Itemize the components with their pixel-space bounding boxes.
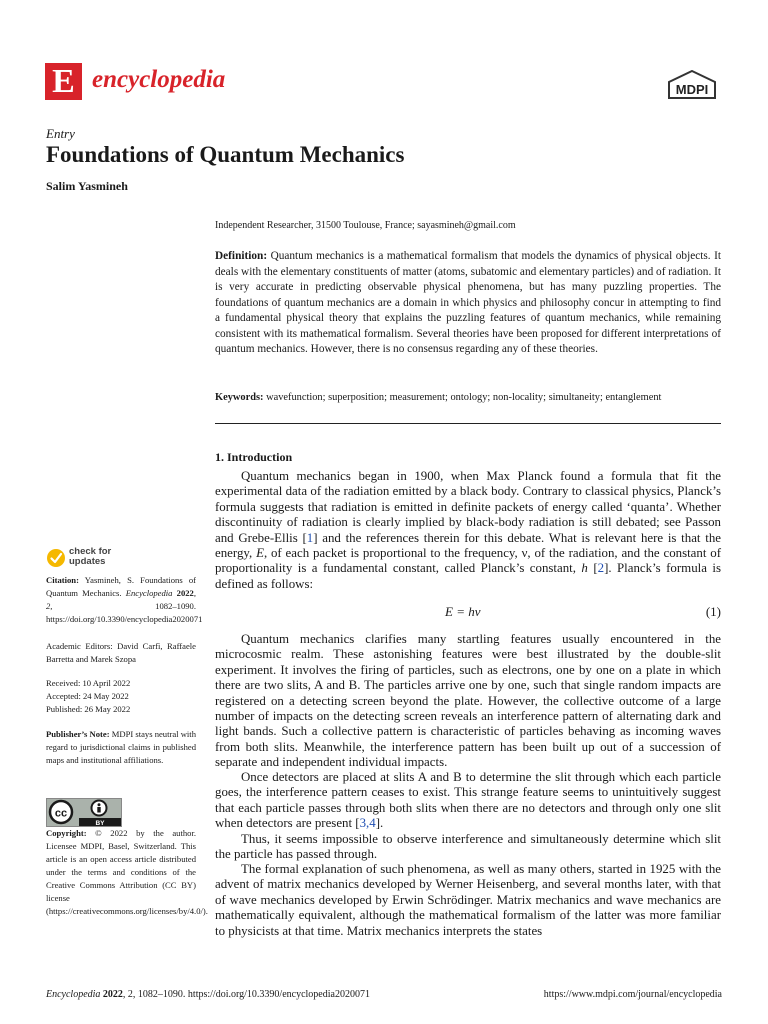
journal-logo: E (45, 63, 82, 100)
received-date: Received: 10 April 2022 (46, 678, 131, 688)
paragraph-4: Thus, it seems impossible to observe interference and simultaneously determine which slit the particle has passed through. (215, 832, 721, 862)
academic-editors: Academic Editors: David Carfì, Raffaele Barretta and Marek Szopa (46, 641, 196, 664)
divider (215, 423, 721, 424)
cc-icon (47, 799, 121, 826)
definition-text: Quantum mechanics is a mathematical formalism that models the dynamics of physical objects. It deals with the elementary constituents of matter (atoms, subatomic and elementary particles) and of radiation. It is very accurate in predicting observable physical phenomena, but has many puzzling properties. The foundations of quantum mechanics are a domain in which physics and philosophy concur in attempting to find a fundamental physical theory that explains the puzzling features of quantum mechanics, while remaining consistent with its mathematical formalism. Several theories have been proposed for different interpretations of quantum mechanics. However, there is no consensus regarding any of these theories. (215, 250, 721, 355)
publishers-note: Publisher’s Note: MDPI stays neutral with regard to jurisdictional claims in published maps and institutional affiliations. (46, 729, 196, 765)
check-for-updates-text: check for updates (69, 546, 112, 567)
article-title: Foundations of Quantum Mechanics (46, 142, 405, 167)
keywords-text: wavefunction; superposition; measurement; ontology; non-locality; simultaneity; entanglement (263, 392, 662, 403)
keywords (215, 390, 721, 406)
paragraph-3: Once detectors are placed at slits A and B to determine the slit through which each particle goes, the interference pattern ceases to exist. This strange feature seems to unintuitively suggest that each particle passes through both slits when there are no detectors and through only one slit when detectors are present [3,4]. (215, 770, 721, 831)
citation-block: Citation: Yasmineh, S. Foundations of Quantum Mechanics. Encyclopedia 2022, 2, 1082–1090. https://doi.org/10.3390/encyclopedia2020071 (46, 575, 203, 624)
author-name: Salim Yasmineh (46, 179, 128, 193)
section-heading: 1. Introduction (215, 450, 293, 464)
equation-1 (215, 604, 721, 622)
paragraph-1: Quantum mechanics began in 1900, when Max Planck found a formula that fit the experimental data of the radiation emitted by a black body. Contrary to classical physics, Planck’s formula suggests that radiation is emitted in definite packets of energy called ‘quanta’. Whether discontinuity of radiation is clearly implied by black-body radiation is still debated; see Passon and Grebe-Ellis [1] and the references therein for this debate. What is relevant here is that the energy, E, of each packet is proportional to the frequency, ν, of the radiation, and the constant of proportionality is a fundamental constant, called Planck’s constant, h [2]. Planck’s formula is defined as follows: (215, 469, 721, 591)
journal-name: encyclopedia (92, 66, 226, 93)
cc-by-license-badge[interactable] (46, 798, 122, 827)
definition (215, 249, 721, 358)
mdpi-logo (666, 70, 718, 100)
footer-journal-url[interactable]: https://www.mdpi.com/journal/encyclopedia (543, 989, 722, 1000)
svg-text:cc: cc (54, 807, 68, 820)
keywords-label: Keywords: (215, 392, 264, 403)
published-date: Published: 26 May 2022 (46, 704, 131, 714)
paragraph-5: The formal explanation of such phenomena, as well as many others, started in 1925 with the advent of matrix mechanics developed by Werner Heisenberg, and several months later, with that of wave mechanics developed by Erwin Schrödinger. Matrix mechanics and wave mechanics are mathematically equivalent, although the mathematical formalism of the latter was more familiar to physicists at that time. Matrix mechanics interprets the states (215, 862, 721, 938)
affiliation: Independent Researcher, 31500 Toulouse, France; sayasmineh@gmail.com (215, 220, 516, 231)
citation-link-1[interactable]: 1 (306, 530, 314, 545)
svg-text:BY: BY (95, 820, 105, 826)
equation-number: (1) (705, 604, 721, 619)
accepted-date: Accepted: 24 May 2022 (46, 691, 129, 701)
mdpi-logo-text: MDPI (675, 82, 709, 97)
citation-link-2[interactable]: 2 (597, 561, 605, 576)
citation-link-3[interactable]: 3,4 (359, 816, 376, 831)
article-type: Entry (46, 126, 75, 141)
paragraph-2: Quantum mechanics clarifies many startling features usually encountered in the microcosmic realm. These astonishing features were best illustrated by the double-slit experiment. It involves the firing of particles, such as electrons, one by one on a plate in which there are two slits, A and B. The particles arrive one by one, such that single random impacts are registered on a detecting screen beyond the plate. However, the collective outcome of a large number of impacts on the detecting screen reveals an interference pattern of alternating dark and light bands. Such a collective pattern is characteristic of particles behaving as incoming waves from both slits. Meanwhile, the interference pattern has been built up out of a succession of separate and independent individual impacts. (215, 632, 721, 770)
definition-label: Definition: (215, 250, 268, 262)
dates-block (46, 677, 196, 716)
copyright-block: Copyright: © 2022 by the author. Licensee MDPI, Basel, Switzerland. This article is an open access article distributed under the terms and conditions of the Creative Commons Attribution (CC BY) license (https://creativecommons.org/licenses/by/4.0/). (46, 828, 208, 916)
equation-formula: E = hν (445, 604, 481, 619)
footer-citation: Encyclopedia 2022, 2, 1082–1090. https://doi.org/10.3390/encyclopedia2020071 (46, 989, 370, 1000)
check-icon (47, 549, 65, 567)
